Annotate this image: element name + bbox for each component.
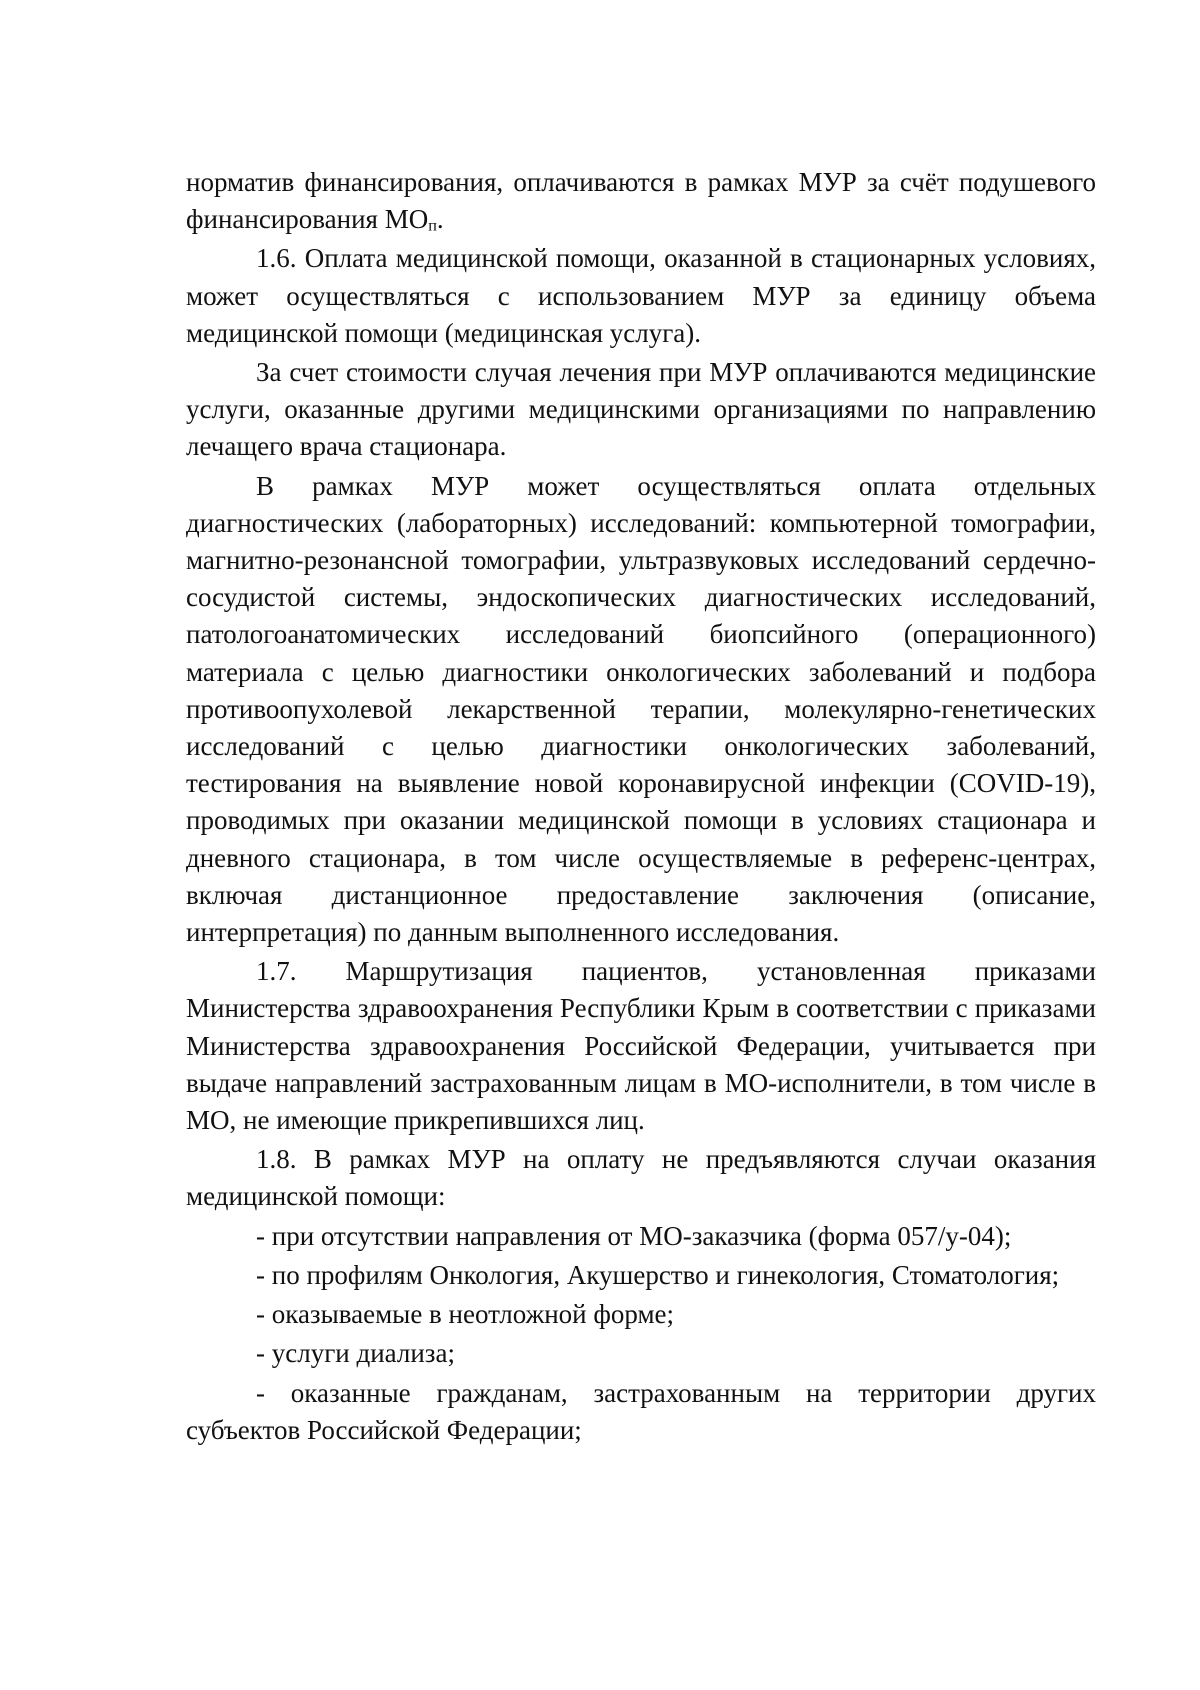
paragraph-diagnostic-studies: В рамках МУР может осуществляться оплата отдельных диагностических (лабораторных) исследований: компьютерной томографии, магнитно-резонансной томографии, ультразвуковых исследований сердечно-сосудистой системы, эндоскопических диагностических исследований, патологоанатомических исследований биопсийного (операционного) материала с целью диагностики онкологических заболеваний и подбора противоопухолевой лекарственной терапии, молекулярно-генетических исследований с целью диагностики онкологических заболеваний, тестирования на выявление новой коронавирусной инфекции (COVID-19), проводимых при оказании медицинской помощи в условиях стационара и дневного стационара, в том числе осуществляемые в референс-центрах, включая дистанционное предоставление заключения (описание, интерпретация) по данным выполненного исследования. <box>186 470 1096 948</box>
paragraph-1-8: 1.8. В рамках МУР на оплату не предъявляются случаи оказания медицинской помощи: <box>186 1144 1096 1212</box>
subscript-text: п <box>428 216 437 235</box>
paragraph-1-7: 1.7. Маршрутизация пациентов, установленная приказами Министерства здравоохранения Республики Крым в соответствии с приказами Министерства здравоохранения Российской Федерации, учитывается при выдаче направлений застрахованным лицам в МО-исполнители, в том числе в МО, не имеющие прикрепившихся лиц. <box>186 956 1096 1136</box>
paragraph-cost-of-treatment: За счет стоимости случая лечения при МУР оплачиваются медицинские услуги, оказанные другими медицинскими организациями по направлению лечащего врача стационара. <box>186 357 1096 462</box>
paragraph-text: норматив финансирования, оплачиваются в рамках МУР за счёт подушевого финансирования МО <box>186 167 1096 235</box>
list-item: - при отсутствии направления от МО-заказчика (форма 057/у-04); <box>256 1220 1012 1251</box>
list-item: - по профилям Онкология, Акушерство и гинекология, Стоматология; <box>256 1259 1060 1290</box>
list-item: - оказываемые в неотложной форме; <box>256 1299 675 1330</box>
paragraph-1-6: 1.6. Оплата медицинской помощи, оказанной в стационарных условиях, может осуществляться с использованием МУР за единицу объема медицинской помощи (медицинская услуга). <box>186 243 1096 348</box>
paragraph-continuation <box>186 164 1096 238</box>
paragraph-tail: . <box>436 204 444 235</box>
document-body <box>186 164 1096 1449</box>
list-item: - оказанные гражданам, застрахованным на территории других субъектов Российской Федерации; <box>186 1377 1096 1445</box>
list-item: - услуги диализа; <box>256 1338 455 1369</box>
